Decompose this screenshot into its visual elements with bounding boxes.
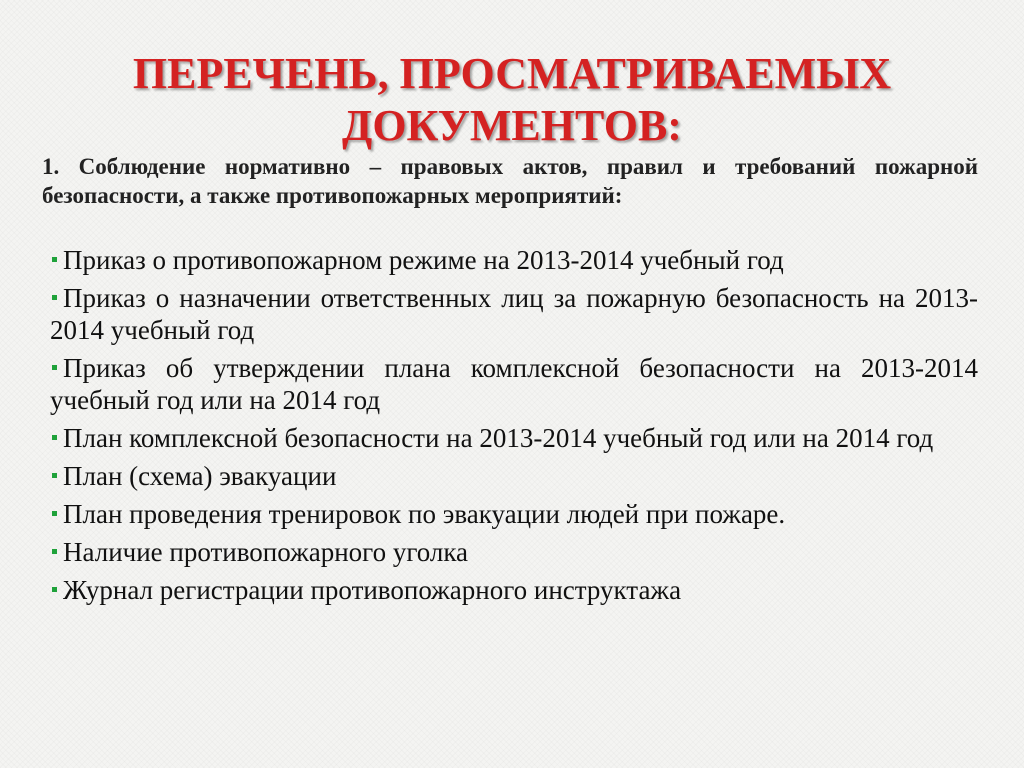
bullet-square-icon bbox=[52, 435, 57, 440]
list-item-text: План комплексной безопасности на 2013-2014 учебный год или на 2014 год bbox=[63, 423, 934, 453]
list-item bbox=[50, 244, 978, 276]
list-item-text: Журнал регистрации противопожарного инструктажа bbox=[63, 575, 682, 605]
slide-title: ПЕРЕЧЕНЬ, ПРОСМАТРИВАЕМЫХ ДОКУМЕНТОВ: bbox=[132, 49, 892, 150]
bullet-square-icon bbox=[52, 365, 57, 370]
document-list bbox=[50, 244, 978, 612]
list-item-text: Приказ об утверждении плана комплексной безопасности на 2013-2014 учебный год или на 2014 год bbox=[50, 353, 978, 415]
list-item bbox=[50, 574, 978, 606]
list-item bbox=[50, 498, 978, 530]
list-item bbox=[50, 422, 978, 454]
list-item-text: Приказ о противопожарном режиме на 2013-2014 учебный год bbox=[63, 245, 784, 275]
list-item bbox=[50, 352, 978, 416]
bullet-square-icon bbox=[52, 473, 57, 478]
bullet-square-icon bbox=[52, 257, 57, 262]
list-item bbox=[50, 460, 978, 492]
list-item bbox=[50, 536, 978, 568]
list-item-text: Приказ о назначении ответственных лиц за пожарную безопасность на 2013-2014 учебный год bbox=[50, 283, 978, 345]
bullet-square-icon bbox=[52, 511, 57, 516]
intro-text: 1. Соблюдение нормативно – правовых актов, правил и требований пожарной безопасности, а также противопожарных мероприятий: bbox=[42, 154, 978, 208]
bullet-square-icon bbox=[52, 549, 57, 554]
list-item bbox=[50, 282, 978, 346]
list-item-text: План проведения тренировок по эвакуации людей при пожаре. bbox=[63, 499, 786, 529]
list-item-text: План (схема) эвакуации bbox=[63, 461, 337, 491]
bullet-square-icon bbox=[52, 587, 57, 592]
bullet-square-icon bbox=[52, 295, 57, 300]
list-item-text: Наличие противопожарного уголка bbox=[63, 537, 469, 567]
